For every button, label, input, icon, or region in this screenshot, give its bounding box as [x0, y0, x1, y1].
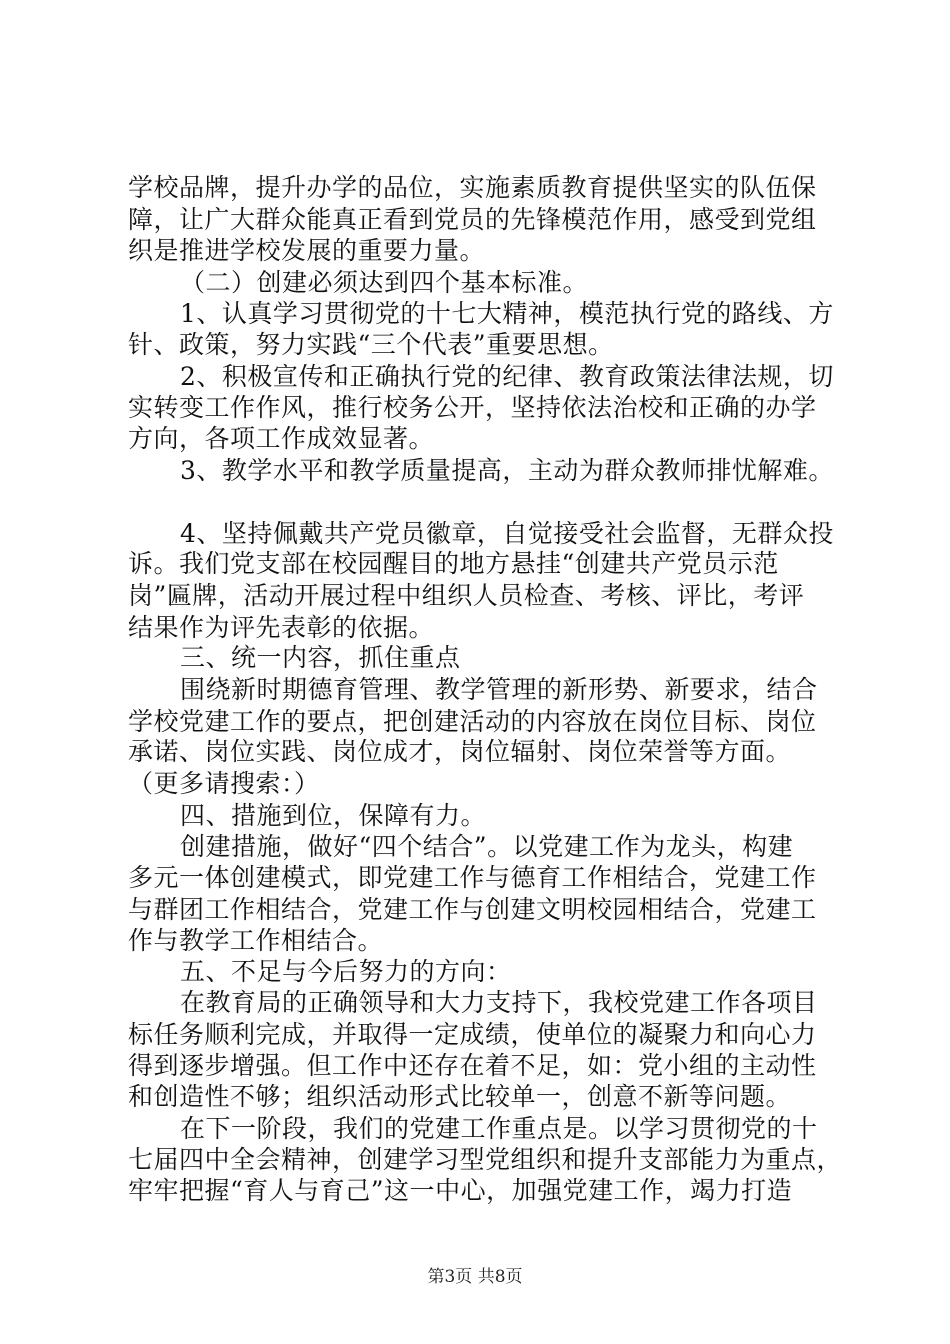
list-item: 2、积极宣传和正确执行党的纪律、教育政策法律法规，切: [180, 362, 834, 392]
text-line: 障，让广大群众能真正看到党员的先锋模范作用，感受到党组: [128, 204, 817, 234]
text-line: 作与教学工作相结合。: [128, 925, 384, 955]
text-line: 实转变工作作风，推行校务公开，坚持依法治校和正确的办学: [128, 392, 817, 422]
list-item: 3、教学水平和教学质量提高，主动为群众教师排忧解难。: [180, 456, 834, 486]
text-line: 岗”匾牌，活动开展过程中组织人员检查、考核、评比，考评: [128, 580, 805, 610]
text-line: 和创造性不够；组织活动形式比较单一，创意不新等问题。: [128, 1082, 792, 1112]
text-line: 织是推进学校发展的重要力量。: [128, 236, 486, 266]
text-line: 针、政策，努力实践“三个代表”重要思想。: [128, 330, 614, 360]
text-line: 多元一体创建模式，即党建工作与德育工作相结合，党建工作: [128, 863, 817, 893]
text-line: 结果作为评先表彰的依据。: [128, 612, 435, 642]
section-heading: （二）创建必须达到四个基本标准。: [180, 268, 589, 297]
text-line: 牢牢把握“育人与育己”这一中心，加强党建工作，竭力打造: [128, 1176, 793, 1206]
list-item: 1、认真学习贯彻党的十七大精神，模范执行党的路线、方: [180, 298, 834, 328]
text-line: 学校品牌，提升办学的品位，实施素质教育提供坚实的队伍保: [128, 173, 817, 202]
text-line: 标任务顺利完成，并取得一定成绩，使单位的凝聚力和向心力: [128, 1019, 817, 1049]
paragraph-line: 创建措施，做好“四个结合”。以党建工作为龙头，构建: [180, 831, 794, 861]
text-line: 承诺、岗位实践、岗位成才，岗位辐射、岗位荣誉等方面。: [128, 737, 792, 767]
section-heading: 三、统一内容，抓住重点: [180, 643, 461, 673]
section-heading: 五、不足与今后努力的方向：: [180, 957, 512, 987]
paragraph-line: 在下一阶段，我们的党建工作重点是。以学习贯彻党的十: [180, 1113, 818, 1143]
paragraph-line: 围绕新时期德育管理、教学管理的新形势、新要求，结合: [180, 675, 818, 705]
paragraph-line: 在教育局的正确领导和大力支持下，我校党建工作各项目: [180, 988, 818, 1018]
page-footer: 第3页 共8页: [427, 1267, 523, 1287]
text-line: 诉。我们党支部在校园醒目的地方悬挂“创建共产党员示范: [128, 549, 779, 579]
text-line: 得到逐步增强。但工作中还存在着不足，如：党小组的主动性: [128, 1051, 817, 1081]
text-line: （更多请搜索：）: [128, 769, 320, 799]
text-line: 与群团工作相结合，党建工作与创建文明校园相结合，党建工: [128, 894, 817, 924]
section-heading: 四、措施到位，保障有力。: [180, 800, 487, 830]
text-line: 方向，各项工作成效显著。: [128, 424, 435, 454]
text-line: 七届四中全会精神，创建学习型党组织和提升支部能力为重点，: [128, 1145, 843, 1175]
list-item: 4、坚持佩戴共产党员徽章，自觉接受社会监督，无群众投: [180, 518, 834, 548]
text-line: 学校党建工作的要点，把创建活动的内容放在岗位目标、岗位: [128, 706, 817, 736]
